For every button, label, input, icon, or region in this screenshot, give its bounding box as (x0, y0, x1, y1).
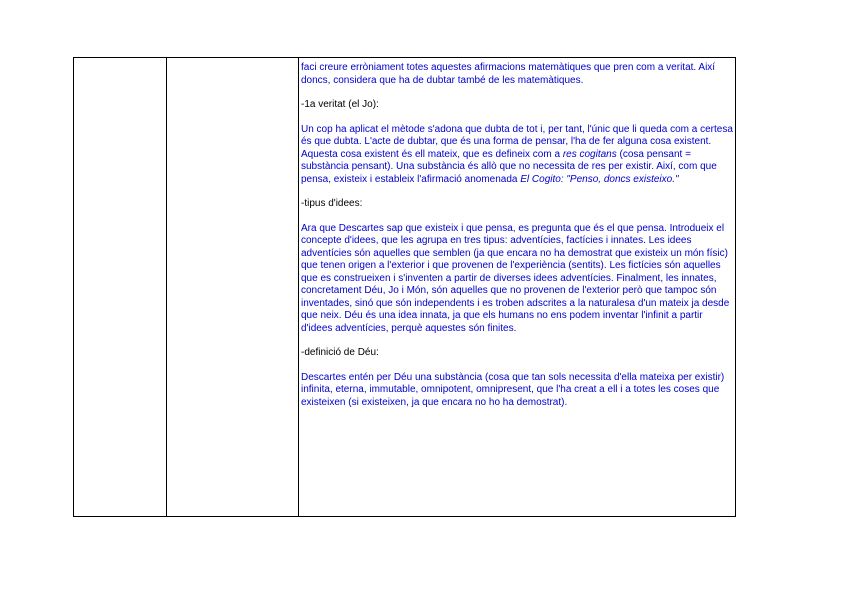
term-cogito: El Cogito: "Penso, doncs existeixo." (520, 173, 679, 185)
paragraph-math-doubt: faci creure erròniament totes aquestes afirmacions matemàtiques que pren com a veritat. Així doncs, considera que ha de dubtar també de les matemàtiques. (301, 62, 716, 86)
heading-first-truth: -1a veritat (el Jo): (301, 99, 379, 110)
paragraph-cogito: Un cop ha aplicat el mètode s'adona que dubta de tot i, per tant, l'únic que li queda com a certesa és que dubta. L'acte de dubtar, que és una forma de pensar, l'ha de fer alguna cosa existent. Aquesta cosa existent és ell mateix, que es defineix com a res cogitans (cosa pensant = substància pensant). Una substància és allò que no necessita de res per existir. Així, com que pensa, existeix i estableix l'afirmació anomenada El Cogito: "Penso, doncs existeixo." (301, 123, 733, 185)
table-column-divider-2 (298, 58, 299, 516)
document-table (73, 57, 736, 517)
table-column-divider-1 (166, 58, 167, 516)
heading-idea-types: -tipus d'idees: (301, 198, 363, 209)
paragraph-idea-types: Ara que Descartes sap que existeix i que pensa, es pregunta que és el que pensa. Introdueix el concepte d'idees, que les agrupa en tres tipus: adventícies, factícies i innates. Les idees adventícies són aquelles que semblen (ja que encara no ha demostrat que existeix un món físic) que tenen origen a l'exterior i que provenen de l'experiència (sentits). Les fictícies són aquelles que es construeixen i s'inventen a partir de diverses idees adventícies. Finalment, les innates, concretament Déu, Jo i Món, són aquelles que no provenen de l'exterior però que tampoc són inventades, sinó que són independents i es troben adscrites a la naturalesa d'un mateix ja desde que neix. Déu és una idea innata, ja que els humans no ens podem inventar l'infinit a partir d'idees adventícies, perquè aquestes són finites. (301, 222, 730, 334)
table-cell-text (301, 62, 735, 421)
heading-god-definition: -definició de Déu: (301, 347, 379, 358)
term-res-cogitans: res cogitans (562, 148, 617, 160)
paragraph-god-definition: Descartes entén per Déu una substància (cosa que tan sols necessita d'ella mateixa per existir) infinita, eterna, immutable, omnipotent, omnipresent, que l'ha creat a ell i a totes les coses que existeixen (si existeixen, ja que encara no ho ha demostrat). (301, 371, 725, 408)
